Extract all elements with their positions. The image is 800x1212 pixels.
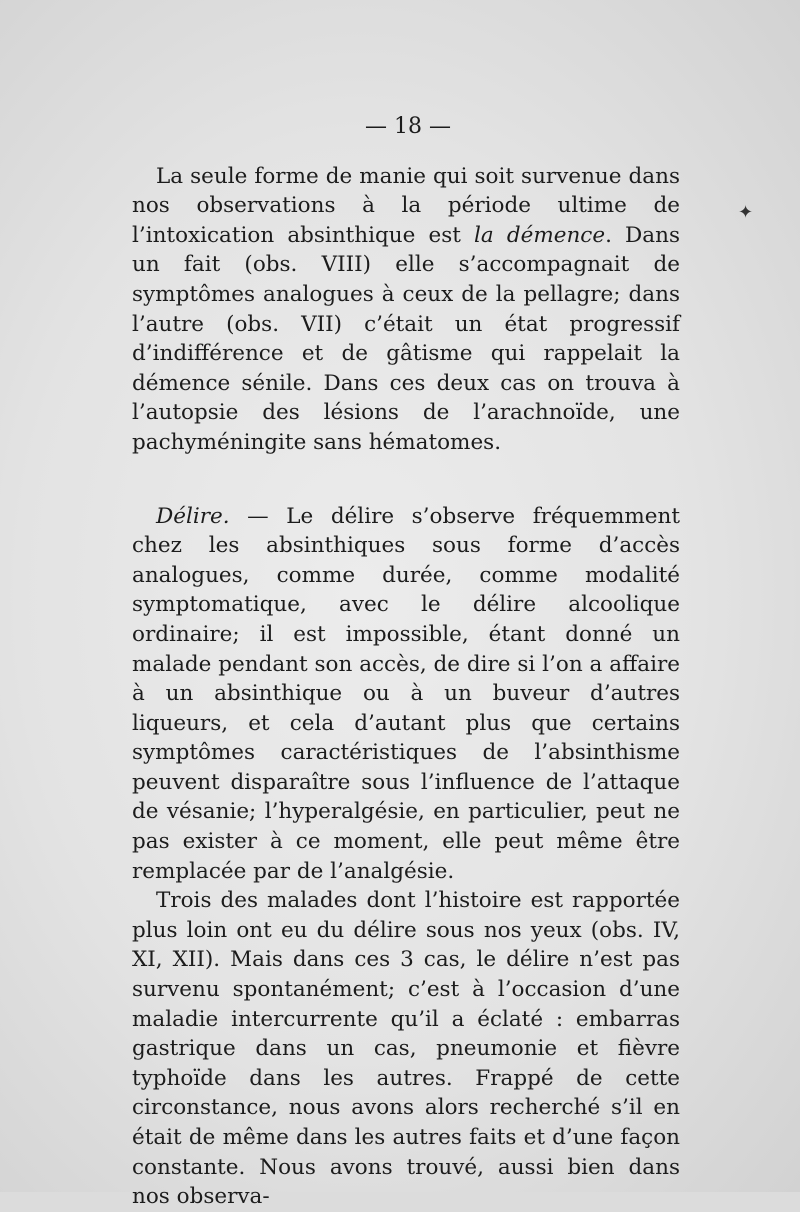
ink-mark: ✦ <box>738 202 754 223</box>
paragraph-dementia-text-start: La seule forme de manie qui soit survenue dans nos observations à la période ultime de l’intoxication absinthique est <box>132 163 680 248</box>
paragraph-gap <box>132 458 680 502</box>
section-heading-delire: Délire. <box>156 503 230 529</box>
paragraph-dementia-text-end: . Dans un fait (obs. VIII) elle s’accompagnait de symptômes analogues à ceux de la pellagre; dans l’autre (obs. VII) c’était un état progressif d’indifférence et de gâtisme qui rappelait la démence sénile. Dans ces deux cas on trouva à l’autopsie des lésions de l’arachnoïde, une pachyméningite sans hématomes. <box>132 222 680 455</box>
paragraph-trois-malades <box>132 886 680 1212</box>
paragraph-delire-text: — Le délire s’observe fréquemment chez les absinthiques sous forme d’accès analogues, comme durée, comme modalité symptomatique, avec le délire alcoolique ordinaire; il est impossible, étant donné un malade pendant son accès, de dire si l’on a affaire à un absinthique ou à un buveur d’autres liqueurs, et cela d’autant plus que certains symptômes caractéristiques de l’absinthisme peuvent disparaître sous l’influence de l’attaque de vésanie; l’hyperalgésie, en particulier, peut ne pas exister à ce moment, elle peut même être remplacée par de l’analgésie. <box>132 503 680 884</box>
paragraph-delire <box>132 502 680 887</box>
dementia-term: la démence <box>474 222 606 248</box>
paragraph-dementia <box>132 162 680 458</box>
page-text-block <box>132 112 680 1212</box>
page-number: — 18 — <box>365 114 451 139</box>
paragraph-trois-malades-text: Trois des malades dont l’histoire est rapportée plus loin ont eu du délire sous nos yeux (obs. IV, XI, XII). Mais dans ces 3 cas, le délire n’est pas survenu spontanément; c’est à l’occasion d’une maladie intercurrente qu’il a éclaté : embarras gastrique dans un cas, pneumonie et fièvre typhoïde dans les autres. Frappé de cette circonstance, nous avons alors recherché s’il en était de même dans les autres faits et d’une façon constante. Nous avons trouvé, aussi bien dans nos observa- <box>132 888 680 1210</box>
